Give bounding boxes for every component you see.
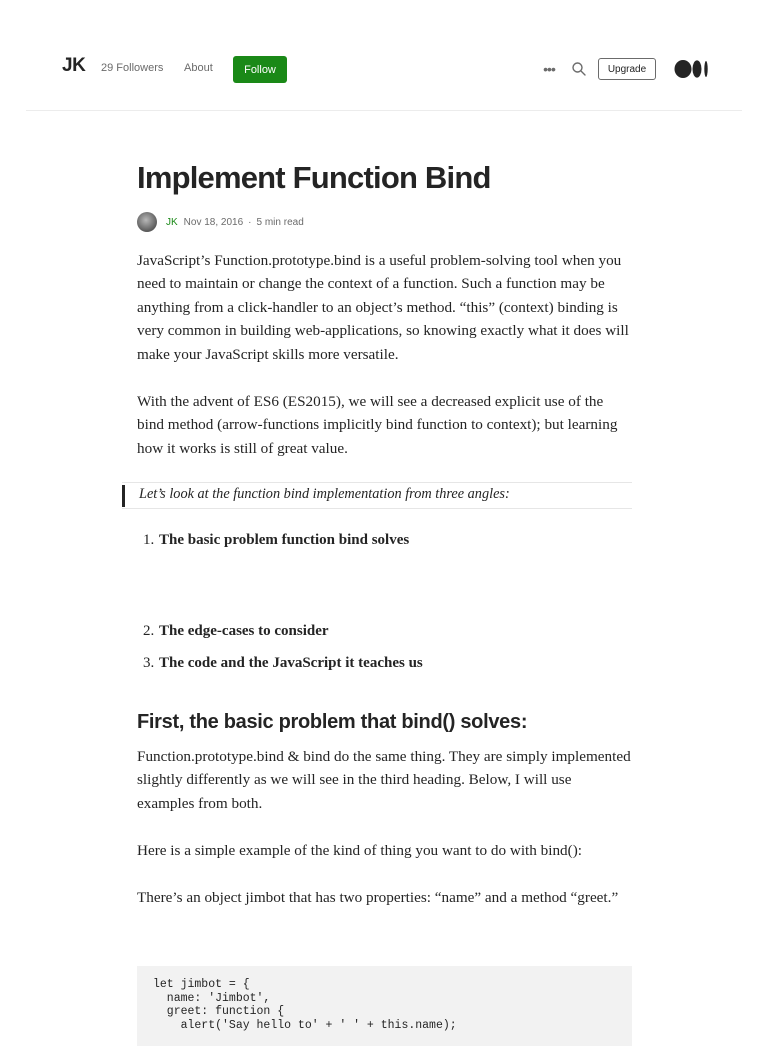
- publication-brand[interactable]: JK: [62, 55, 86, 76]
- list-item: [143, 655, 423, 672]
- byline-separator: ·: [248, 216, 252, 228]
- paragraph-jimbot: There’s an object jimbot that has two properties: “name” and a method “greet.”: [137, 889, 619, 906]
- code-block: let jimbot = { name: 'Jimbot', greet: function { alert('Say hello to' + ' ' + this.name);: [137, 966, 632, 1046]
- paragraph-intro: JavaScript’s Function.prototype.bind is a useful problem-solving tool when you need to maintain or change the context of a function. Such a function may be anything from a click-handler to an object’s method. “this” (context) binding is very common in building web-applications, so knowing exactly what it does will make your JavaScript skills more versatile.: [137, 252, 629, 363]
- list-item: [143, 532, 409, 549]
- top-nav: [26, 0, 742, 111]
- author-link[interactable]: JK: [166, 216, 178, 228]
- paragraph-bind-same: Function.prototype.bind & bind do the same thing. They are simply implemented slightly differently as we will see in the third heading. Below, I will use examples from both.: [137, 748, 631, 812]
- about-link[interactable]: About: [184, 62, 213, 74]
- section-heading: First, the basic problem that bind() solves:: [137, 711, 528, 733]
- list-item: [143, 623, 329, 640]
- list-number: 2.: [143, 623, 155, 639]
- list-number: 1.: [143, 532, 155, 548]
- search-icon[interactable]: [571, 61, 587, 77]
- paragraph-example: Here is a simple example of the kind of thing you want to do with bind():: [137, 842, 582, 859]
- read-time: 5 min read: [256, 216, 304, 228]
- list-text: The edge-cases to consider: [159, 623, 329, 639]
- pull-quote: [122, 482, 632, 509]
- quote-bar: [122, 485, 125, 507]
- followers-link[interactable]: 29 Followers: [101, 62, 164, 74]
- list-number: 3.: [143, 655, 155, 671]
- list-text: The basic problem function bind solves: [159, 532, 410, 548]
- publish-date: Nov 18, 2016: [183, 216, 244, 228]
- medium-logo[interactable]: [674, 59, 710, 79]
- article-title: Implement Function Bind: [137, 160, 491, 195]
- avatar[interactable]: [137, 212, 157, 232]
- more-icon[interactable]: •••: [543, 61, 555, 77]
- follow-button[interactable]: Follow: [233, 56, 287, 83]
- list-text: The code and the JavaScript it teaches us: [159, 655, 423, 671]
- byline: [137, 211, 437, 233]
- quote-text: Let’s look at the function bind implementation from three angles:: [139, 486, 510, 502]
- paragraph-es6: With the advent of ES6 (ES2015), we will see a decreased explicit use of the bind method (arrow-functions implicitly bind function to context); but learning how it works is still of great value.: [137, 393, 618, 457]
- article: [137, 158, 632, 1032]
- upgrade-button[interactable]: Upgrade: [598, 58, 656, 80]
